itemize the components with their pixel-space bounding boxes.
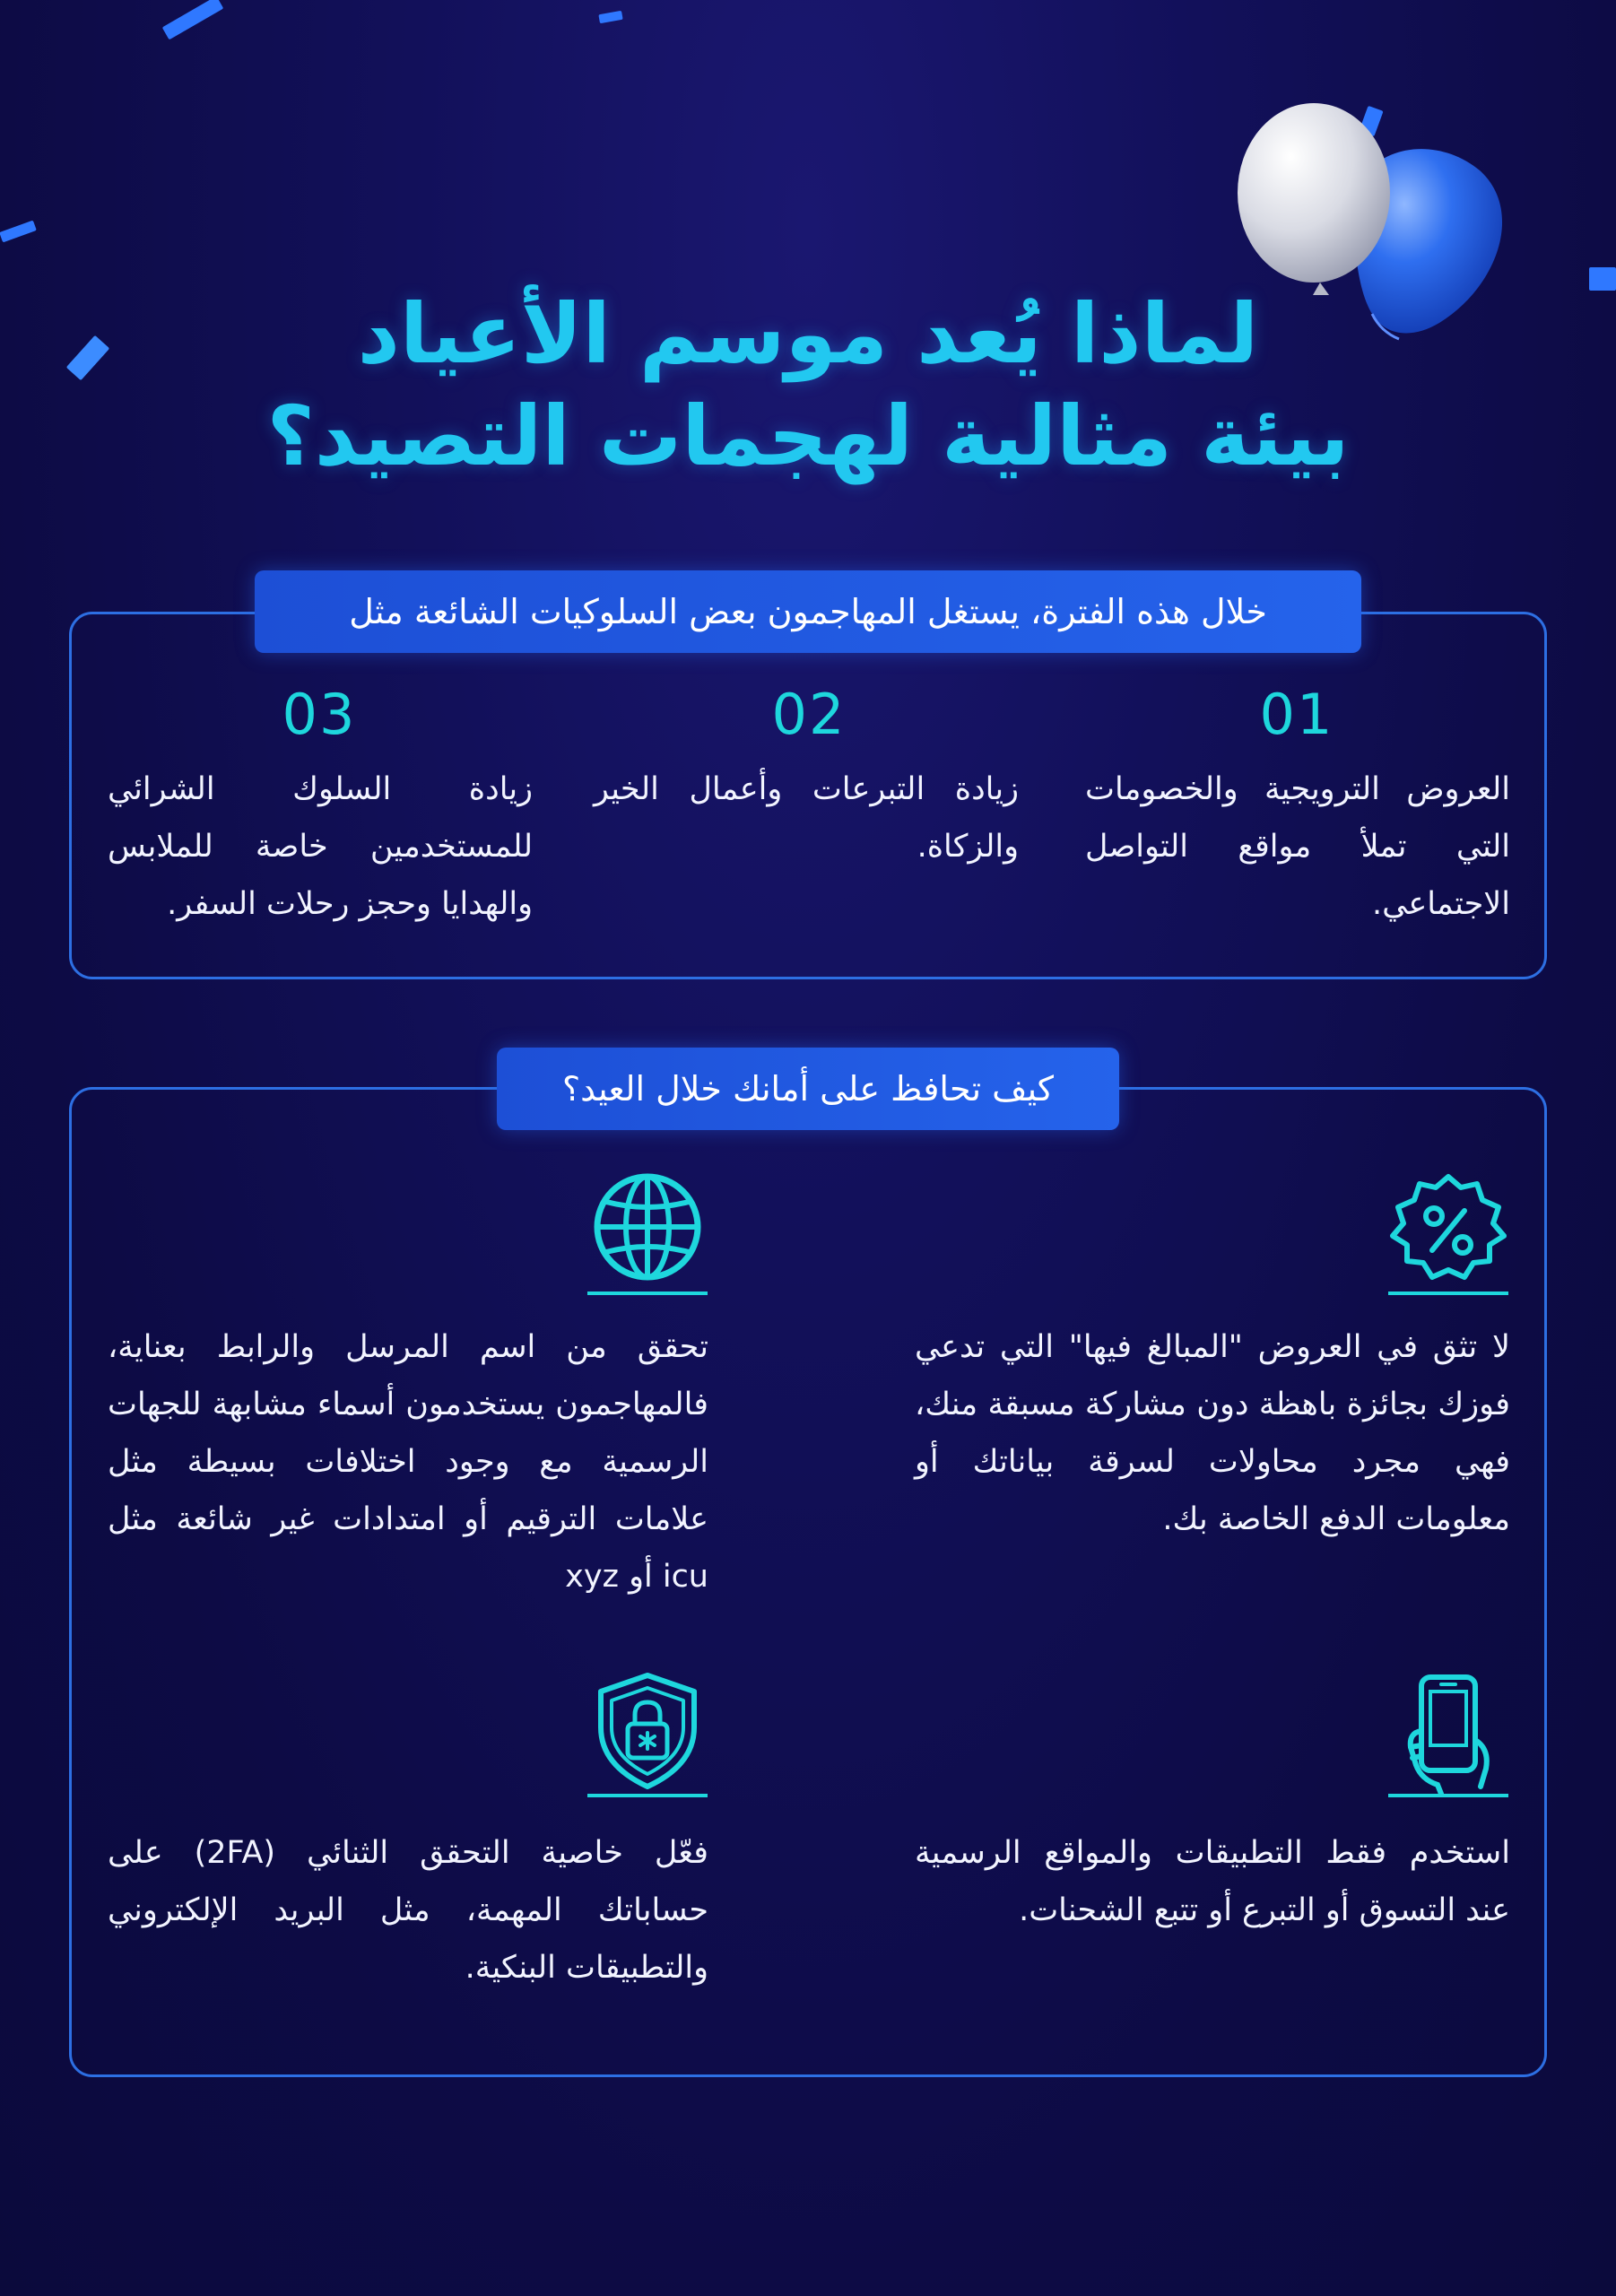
shield-lock-icon: [585, 1668, 710, 1794]
tip-4-underline: [587, 1794, 708, 1797]
smartphone-hand-icon: [1386, 1668, 1511, 1794]
tip-text-4: فعّل خاصية التحقق الثنائي (2FA) على حساباتك المهمة، مثل البريد الإلكتروني والتطبيقات البنكية.: [108, 1835, 708, 1986]
confetti: [162, 0, 224, 39]
tip-text-2: تحقق من اسم المرسل والرابط بعناية، فالمهاجمون يستخدمون أسماء مشابهة للجهات الرسمية مع وجود اختلافات بسيطة مثل علامات الترقيم أو امتدادات غير شائعة مثل icu أو xyz: [108, 1329, 708, 1595]
globe-icon: [585, 1166, 710, 1292]
page-title-line-2: بيئة مثالية لهجمات التصيد؟: [266, 388, 1350, 484]
tip-2-underline: [587, 1292, 708, 1295]
behavior-number-02: 02: [771, 682, 847, 747]
confetti: [598, 11, 622, 23]
percent-badge-icon: [1386, 1166, 1511, 1292]
tip-1-underline: [1388, 1292, 1508, 1295]
behavior-text-02: زيادة التبرعات وأعمال الخير والزكاة.: [594, 771, 1019, 865]
behavior-number-01: 01: [1259, 682, 1334, 747]
behaviors-header: خلال هذه الفترة، يستغل المهاجمون بعض السلوكيات الشائعة مثل: [255, 570, 1361, 653]
tip-text-3: استخدم فقط التطبيقات والمواقع الرسمية عند التسوق أو التبرع أو تتبع الشحنات.: [915, 1835, 1510, 1928]
page-title-line-1: لماذا يُعد موسم الأعياد: [357, 286, 1259, 382]
white-balloon: [1238, 103, 1390, 283]
confetti: [0, 221, 37, 243]
behavior-number-03: 03: [282, 682, 357, 747]
tip-text-1: لا تثق في العروض "المبالغ فيها" التي تدعي فوزك بجائزة باهظة دون مشاركة مسبقة منك، فهي مجرد محاولات لسرقة بياناتك أو معلومات الدفع الخاصة بك.: [915, 1329, 1510, 1537]
behavior-text-03: زيادة السلوك الشرائي للمستخدمين خاصة للملابس والهدايا وحجز رحلات السفر.: [108, 771, 533, 922]
behavior-text-01: العروض الترويجية والخصومات التي تملأ مواقع التواصل الاجتماعي.: [1085, 771, 1510, 922]
tips-header: كيف تحافظ على أمانك خلال العيد؟: [497, 1048, 1119, 1130]
tip-3-underline: [1388, 1794, 1508, 1797]
